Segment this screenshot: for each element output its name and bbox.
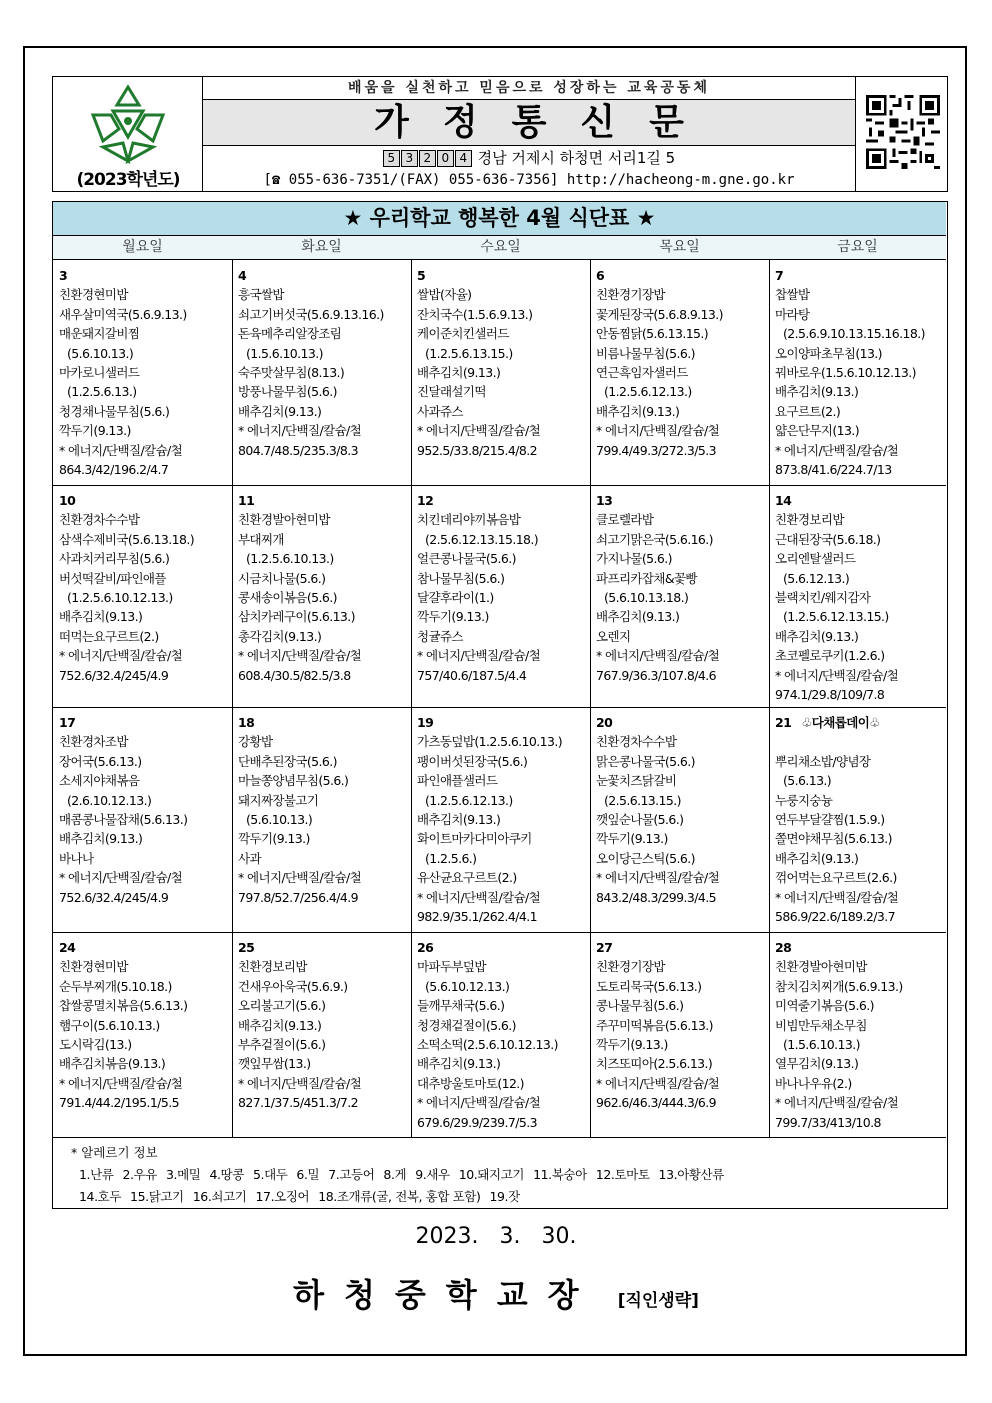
- day-header: 월요일: [53, 236, 233, 260]
- day-header: 목요일: [590, 236, 770, 260]
- menu-item: * 에너지/단백질/칼슘/철: [238, 870, 362, 886]
- menu-cell: [769, 260, 946, 486]
- menu-item: 배추김치(9.13.): [775, 850, 859, 866]
- menu-item: 바나나: [59, 850, 94, 866]
- zip-code: [383, 149, 478, 167]
- allergy-item: 4.땅콩: [209, 1167, 244, 1182]
- menu-item: * 에너지/단백질/칼슘/철: [59, 870, 183, 886]
- menu-item: 치킨데리야끼볶음밥: [417, 512, 521, 528]
- menu-item: 오리엔탈샐러드: [775, 551, 856, 567]
- logo-cell: [53, 77, 203, 191]
- menu-item: 들깨무채국(5.6.): [417, 998, 505, 1014]
- menu-cell: [53, 485, 233, 708]
- menu-item: 도시락김(13.): [59, 1037, 132, 1053]
- menu-item: 근대된장국(5.6.18.): [775, 531, 881, 547]
- menu-item: (2.5.6.9.10.13.15.16.18.): [783, 326, 925, 342]
- menu-item: 사과: [238, 850, 261, 866]
- menu-date-number: 10: [59, 493, 76, 508]
- menu-item: 608.4/30.5/82.5/3.8: [238, 667, 351, 683]
- menu-cell: [590, 707, 770, 933]
- menu-cell: [232, 707, 412, 933]
- day-header: 화요일: [232, 236, 412, 260]
- allergy-item: 12.토마토: [595, 1167, 650, 1182]
- motto: 배움을 실천하고 믿음으로 성장하는 교육공동체: [203, 77, 855, 100]
- allergy-item: 17.오징어: [255, 1189, 310, 1204]
- menu-item: 친환경보리밥: [775, 512, 844, 528]
- menu-cell: [53, 932, 233, 1138]
- menu-item: * 에너지/단백질/칼슘/철: [59, 1075, 183, 1091]
- menu-item: 맑은콩나물국(5.6.): [596, 753, 695, 769]
- menu-item: 오렌지: [596, 628, 631, 644]
- menu-item: 찹쌀콩멸치볶음(5.6.13.): [59, 998, 188, 1014]
- menu-item: * 에너지/단백질/칼슘/철: [417, 423, 541, 439]
- menu-item: 대추방울토마토(12.): [417, 1075, 524, 1091]
- menu-item: 679.6/29.9/239.7/5.3: [417, 1114, 537, 1130]
- menu-date: [596, 938, 769, 957]
- menu-date: [417, 938, 590, 957]
- menu-item: 꺾어먹는요구르트(2.6.): [775, 870, 897, 886]
- menu-item: 깍두기(9.13.): [596, 831, 668, 847]
- menu-date: [596, 713, 769, 732]
- allergy-item: 15.닭고기: [130, 1189, 184, 1204]
- menu-date-number: 11: [238, 493, 255, 508]
- menu-item: 친환경현미밥: [59, 287, 128, 303]
- menu-date-number: 27: [596, 940, 613, 955]
- menu-date: [775, 491, 946, 510]
- menu-item: (2.6.10.12.13.): [67, 792, 152, 808]
- menu-item: * 에너지/단백질/칼슘/철: [596, 1075, 720, 1091]
- menu-item: 꽃게된장국(5.6.8.9.13.): [596, 306, 723, 322]
- menu-item: 982.9/35.1/262.4/4.1: [417, 909, 537, 925]
- menu-item: 뿌리채소밥/양념장: [775, 753, 871, 769]
- menu-item: 요구르트(2.): [775, 403, 841, 419]
- menu-item: 케이준치킨샐러드: [417, 326, 509, 342]
- menu-item: 799.4/49.3/272.3/5.3: [596, 442, 716, 458]
- menu-table: [52, 201, 948, 1209]
- menu-item: (1.2.5.6.10.13.): [246, 551, 334, 567]
- menu-date: [775, 266, 946, 285]
- menu-item: 부대찌개: [238, 531, 284, 547]
- menu-date-number: 12: [417, 493, 434, 508]
- menu-item: 비빔만두채소무침: [775, 1017, 867, 1033]
- menu-date-number: 5: [417, 268, 426, 283]
- menu-item: 깍두기(9.13.): [417, 609, 489, 625]
- menu-item: 친환경차수수밥: [59, 512, 140, 528]
- menu-item: 얼큰콩나물국(5.6.): [417, 551, 516, 567]
- menu-item: 배추김치(9.13.): [596, 609, 680, 625]
- menu-item: 방풍나물무침(5.6.): [238, 384, 337, 400]
- qr-code-icon[interactable]: [866, 95, 940, 169]
- menu-cell: [232, 485, 412, 708]
- menu-item: 쫄면야채무침(5.6.13.): [775, 831, 892, 847]
- menu-item: (2.5.6.12.13.15.18.): [425, 531, 539, 547]
- menu-date: [417, 491, 590, 510]
- menu-item: 클로렐라밥: [596, 512, 654, 528]
- menu-item: 가지나물(5.6.): [596, 551, 672, 567]
- menu-date: [238, 938, 411, 957]
- menu-date: [775, 938, 946, 957]
- menu-item: 단배추된장국(5.6.): [238, 753, 337, 769]
- menu-item: 바나나우유(2.): [775, 1075, 852, 1091]
- menu-date-number: 18: [238, 715, 255, 730]
- menu-item: 돈육메추리알장조림: [238, 326, 342, 342]
- menu-item: (1.2.5.6.10.12.13.): [67, 590, 173, 606]
- menu-item: 참치김치찌개(5.6.9.13.): [775, 978, 903, 994]
- menu-item: (5.6.12.13.): [783, 570, 850, 586]
- qr-cell: [855, 77, 947, 191]
- menu-cell: [411, 932, 591, 1138]
- menu-cell: [590, 485, 770, 708]
- menu-cell: [53, 707, 233, 933]
- menu-item: * 에너지/단백질/칼슘/철: [417, 648, 541, 664]
- menu-date: [59, 938, 232, 957]
- menu-item: 진달래설기떡: [417, 384, 486, 400]
- special-day-label: ♧다채롭데이♧: [801, 715, 880, 730]
- menu-cell: [590, 260, 770, 486]
- menu-item: 열무김치(9.13.): [775, 1056, 859, 1072]
- menu-item: 친환경기장밥: [596, 287, 665, 303]
- allergy-item: 13.아황산류: [658, 1167, 724, 1182]
- menu-item: 깻잎무쌈(13.): [238, 1056, 311, 1072]
- menu-item: 친환경발아현미밥: [775, 959, 867, 975]
- menu-item: (5.6.13.): [783, 773, 832, 789]
- menu-item: 배추김치(9.13.): [238, 1017, 322, 1033]
- menu-item: 974.1/29.8/109/7.8: [775, 687, 885, 703]
- menu-item: 얇은단무지(13.): [775, 423, 860, 439]
- menu-item: 깍두기(9.13.): [238, 831, 310, 847]
- menu-cell: [232, 260, 412, 486]
- menu-item: 숙주맛살무침(8.13.): [238, 365, 345, 381]
- menu-date: [59, 491, 232, 510]
- menu-item: * 에너지/단백질/칼슘/철: [775, 1095, 899, 1111]
- menu-item: * 에너지/단백질/칼슘/철: [596, 648, 720, 664]
- menu-date-number: 25: [238, 940, 255, 955]
- menu-item: 쇠고기버섯국(5.6.9.13.16.): [238, 306, 384, 322]
- menu-item: 깍두기(9.13.): [59, 423, 131, 439]
- menu-date: [238, 266, 411, 285]
- menu-item: 757/40.6/187.5/4.4: [417, 667, 527, 683]
- menu-item: 시금치나물(5.6.): [238, 570, 326, 586]
- menu-item: 친환경차수수밥: [596, 734, 677, 750]
- menu-item: 사과쥬스: [417, 403, 463, 419]
- menu-item: 도토리묵국(5.6.13.): [596, 978, 702, 994]
- allergy-item: 11.복숭아: [533, 1167, 587, 1182]
- menu-item: 864.3/42/196.2/4.7: [59, 462, 169, 478]
- menu-item: 소떡소떡(2.5.6.10.12.13.): [417, 1037, 558, 1053]
- school-logo-icon: [89, 85, 167, 165]
- menu-item: 비름나물무침(5.6.): [596, 345, 695, 361]
- page-title: 가정통신문: [203, 100, 855, 146]
- menu-date: [417, 713, 590, 732]
- menu-item: 배추김치(9.13.): [775, 628, 859, 644]
- menu-date: [596, 491, 769, 510]
- menu-item: 청경채나물무침(5.6.): [59, 403, 170, 419]
- address: 경남 거제시 하청면 서리1길 5: [477, 149, 676, 167]
- menu-item: 햄구이(5.6.10.13.): [59, 1017, 160, 1033]
- menu-cell: [769, 707, 946, 933]
- menu-date-number: 4: [238, 268, 247, 283]
- menu-date: [238, 491, 411, 510]
- menu-item: 버섯떡갈비/파인애플: [59, 570, 166, 586]
- menu-cell: [769, 932, 946, 1138]
- menu-item: (1.2.5.6.12.13.): [425, 792, 513, 808]
- menu-item: 새우살미역국(5.6.9.13.): [59, 306, 187, 322]
- menu-date-number: 13: [596, 493, 613, 508]
- menu-date-number: 6: [596, 268, 605, 283]
- menu-item: 화이트마카다미아쿠키: [417, 831, 532, 847]
- menu-item: 연두부달걀찜(1.5.9.): [775, 812, 885, 828]
- zip-digit: 4: [455, 150, 472, 167]
- school-year: (2023학년도): [76, 170, 180, 190]
- header: [52, 76, 948, 192]
- allergy-item: 10.돼지고기: [458, 1167, 525, 1182]
- menu-item: 삼치카레구이(5.6.13.): [238, 609, 355, 625]
- header-center: [203, 77, 855, 191]
- menu-item: 배추김치(9.13.): [417, 1056, 501, 1072]
- menu-item: 962.6/46.3/444.3/6.9: [596, 1095, 716, 1111]
- menu-cell: [590, 932, 770, 1138]
- menu-item: 유산균요구르트(2.): [417, 870, 517, 886]
- menu-item: 돼지짜장불고기: [238, 792, 319, 808]
- menu-item: 친환경발아현미밥: [238, 512, 330, 528]
- menu-item: 586.9/22.6/189.2/3.7: [775, 909, 895, 925]
- menu-item: 누룽지숭늉: [775, 792, 833, 808]
- seal-note: [직인생략]: [617, 1291, 699, 1311]
- menu-item: * 에너지/단백질/칼슘/철: [596, 870, 720, 886]
- menu-cell: [411, 260, 591, 486]
- allergy-item: 2.우유: [122, 1167, 157, 1182]
- menu-item: 배추김치(9.13.): [59, 831, 143, 847]
- allergy-item: 18.조개류(굴, 전복, 홍합 포함): [318, 1189, 481, 1204]
- menu-item: 미역줄기볶음(5.6.): [775, 998, 874, 1014]
- zip-digit: 3: [401, 150, 418, 167]
- principal-signature: [0, 1270, 992, 1316]
- menu-item: 강황밥: [238, 734, 273, 750]
- menu-item: 쇠고기맑은국(5.6.16.): [596, 531, 713, 547]
- menu-cell: [769, 485, 946, 708]
- menu-item: 오이당근스틱(5.6.): [596, 850, 695, 866]
- menu-date: [238, 713, 411, 732]
- menu-date-number: 14: [775, 493, 792, 508]
- allergy-item: 1.난류: [79, 1167, 114, 1182]
- menu-item: 흥국쌀밥: [238, 287, 284, 303]
- menu-item: * 에너지/단백질/칼슘/철: [59, 442, 183, 458]
- menu-item: 참나물무침(5.6.): [417, 570, 505, 586]
- menu-item: 791.4/44.2/195.1/5.5: [59, 1095, 179, 1111]
- address-line: [203, 147, 855, 169]
- menu-item: 순두부찌개(5.10.18.): [59, 978, 172, 994]
- menu-item: 마라탕: [775, 306, 810, 322]
- menu-item: 배추김치(9.13.): [775, 384, 859, 400]
- menu-item: 배추김치(9.13.): [417, 365, 501, 381]
- menu-item: 잔치국수(1.5.6.9.13.): [417, 306, 533, 322]
- issue-date: 2023. 3. 30.: [415, 1224, 577, 1249]
- menu-item: 장어국(5.6.13.): [59, 753, 142, 769]
- menu-item: * 에너지/단백질/칼슘/철: [238, 648, 362, 664]
- menu-item: 843.2/48.3/299.3/4.5: [596, 889, 716, 905]
- menu-cell: [232, 932, 412, 1138]
- menu-item: (1.5.6.10.13.): [783, 1037, 860, 1053]
- day-header: 금요일: [769, 236, 946, 260]
- allergy-row-1: [79, 1165, 733, 1183]
- menu-date: [596, 266, 769, 285]
- menu-item: * 에너지/단백질/칼슘/철: [238, 423, 362, 439]
- menu-item: 827.1/37.5/451.3/7.2: [238, 1095, 358, 1111]
- menu-date-number: 17: [59, 715, 76, 730]
- menu-item: 파인애플샐러드: [417, 773, 498, 789]
- menu-item: * 에너지/단백질/칼슘/철: [596, 423, 720, 439]
- menu-item: 깍두기(9.13.): [596, 1037, 668, 1053]
- menu-date: [59, 713, 232, 732]
- menu-date: [417, 266, 590, 285]
- menu-item: * 에너지/단백질/칼슘/철: [59, 648, 183, 664]
- menu-item: 오이양파초무침(13.): [775, 345, 882, 361]
- allergy-item: 9.새우: [415, 1167, 450, 1182]
- menu-item: 건새우아욱국(5.6.9.): [238, 978, 348, 994]
- allergy-item: 19.잣: [489, 1189, 520, 1204]
- menu-item: 배추김치볶음(9.13.): [59, 1056, 166, 1072]
- allergy-item: 7.고등어: [328, 1167, 375, 1182]
- menu-item: (1.2.5.6.13.15.): [425, 345, 513, 361]
- zip-digit: 0: [437, 150, 454, 167]
- contact-line: [☎ 055-636-7351/(FAX) 055-636-7356] http://hacheong-m.gne.go.kr: [263, 172, 795, 188]
- allergy-row-2: [79, 1187, 529, 1205]
- menu-item: (1.2.5.6.13.): [67, 384, 137, 400]
- menu-cell: [53, 260, 233, 486]
- menu-item: 마카로니샐러드: [59, 365, 140, 381]
- menu-item: 배추김치(9.13.): [417, 812, 501, 828]
- allergy-item: 5.대두: [252, 1167, 288, 1182]
- menu-item: 주꾸미떡볶음(5.6.13.): [596, 1017, 713, 1033]
- menu-item: (2.5.6.13.15.): [604, 792, 681, 808]
- menu-item: 콩새송이볶음(5.6.): [238, 590, 337, 606]
- zip-digit: 5: [383, 150, 400, 167]
- menu-date-number: 24: [59, 940, 76, 955]
- menu-date-number: 7: [775, 268, 784, 283]
- menu-item: 치즈또띠아(2.5.6.13.): [596, 1056, 713, 1072]
- menu-item: 청귤쥬스: [417, 628, 463, 644]
- menu-item: 친환경차조밥: [59, 734, 128, 750]
- menu-item: (5.6.10.13.): [246, 812, 313, 828]
- menu-item: 배추김치(9.13.): [59, 609, 143, 625]
- menu-item: (1.2.5.6.): [425, 850, 477, 866]
- menu-date: [59, 266, 232, 285]
- menu-item: 배추김치(9.13.): [238, 403, 322, 419]
- menu-item: * 에너지/단백질/칼슘/철: [417, 889, 541, 905]
- menu-item: 연근흑임자샐러드: [596, 365, 688, 381]
- principal-name: 하청중학교장: [293, 1276, 599, 1314]
- menu-item: 사과치커리무침(5.6.): [59, 551, 170, 567]
- menu-item: * 에너지/단백질/칼슘/철: [238, 1075, 362, 1091]
- menu-item: 친환경현미밥: [59, 959, 128, 975]
- menu-item: 떠먹는요구르트(2.): [59, 628, 159, 644]
- menu-item: 752.6/32.4/245/4.9: [59, 889, 169, 905]
- menu-item: * 에너지/단백질/칼슘/철: [775, 667, 899, 683]
- menu-item: (5.6.10.12.13.): [425, 978, 510, 994]
- menu-item: 952.5/33.8/215.4/8.2: [417, 442, 537, 458]
- menu-item: 안동찜닭(5.6.13.15.): [596, 326, 709, 342]
- menu-item: (1.2.5.6.12.13.): [604, 384, 692, 400]
- menu-title: ★ 우리학교 행복한 4월 식단표 ★: [53, 202, 946, 236]
- menu-date-number: 21: [775, 715, 792, 730]
- menu-date-number: 28: [775, 940, 792, 955]
- zip-digit: 2: [419, 150, 436, 167]
- menu-item: (5.6.10.13.): [67, 345, 134, 361]
- menu-item: 친환경기장밥: [596, 959, 665, 975]
- menu-item: 마늘쫑양념무침(5.6.): [238, 773, 349, 789]
- allergy-item: 6.밀: [296, 1167, 320, 1182]
- menu-item: 눈꽃치즈닭갈비: [596, 773, 677, 789]
- menu-item: * 에너지/단백질/칼슘/철: [775, 442, 899, 458]
- menu-item: 배추김치(9.13.): [596, 403, 680, 419]
- menu-item: (1.2.5.6.12.13.15.): [783, 609, 889, 625]
- menu-date-number: 20: [596, 715, 613, 730]
- menu-item: * 에너지/단백질/칼슘/철: [775, 889, 899, 905]
- menu-item: 팽이버섯된장국(5.6.): [417, 753, 528, 769]
- day-header: 수요일: [411, 236, 591, 260]
- menu-cell: [411, 707, 591, 933]
- menu-item: 마파두부덮밥: [417, 959, 486, 975]
- menu-item: 매콤콩나물잡채(5.6.13.): [59, 812, 188, 828]
- menu-cell: [411, 485, 591, 708]
- menu-date-number: 3: [59, 268, 68, 283]
- menu-item: 찹쌀밥: [775, 287, 810, 303]
- menu-item: 초코펠로쿠키(1.2.6.): [775, 648, 885, 664]
- menu-item: 799.7/33/413/10.8: [775, 1114, 881, 1130]
- menu-date-number: 26: [417, 940, 434, 955]
- menu-item: 소세지야채볶음: [59, 773, 140, 789]
- menu-item: 달걀후라이(1.): [417, 590, 494, 606]
- menu-item: 청경채겉절이(5.6.): [417, 1017, 516, 1033]
- menu-item: 파프리카잡채&꽃빵: [596, 570, 697, 586]
- menu-item: 873.8/41.6/224.7/13: [775, 462, 892, 478]
- menu-item: * 에너지/단백질/칼슘/철: [417, 1095, 541, 1111]
- menu-item: 767.9/36.3/107.8/4.6: [596, 667, 716, 683]
- menu-item: 친환경보리밥: [238, 959, 307, 975]
- menu-item: (5.6.10.13.18.): [604, 590, 689, 606]
- menu-item: (1.5.6.10.13.): [246, 345, 323, 361]
- menu-item: 매운돼지갈비찜: [59, 326, 140, 342]
- menu-item: 삼색수제비국(5.6.13.18.): [59, 531, 195, 547]
- menu-item: 오리불고기(5.6.): [238, 998, 326, 1014]
- menu-item: [775, 732, 946, 751]
- menu-item: 꿔바로우(1.5.6.10.12.13.): [775, 365, 916, 381]
- menu-item: 콩나물무침(5.6.): [596, 998, 684, 1014]
- menu-item: 가츠동덮밥(1.2.5.6.10.13.): [417, 734, 562, 750]
- menu-date-number: 19: [417, 715, 434, 730]
- allergy-item: 16.쇠고기: [192, 1189, 247, 1204]
- menu-item: 블랙치킨/웨지감자: [775, 590, 871, 606]
- allergy-item: 14.호두: [79, 1189, 122, 1204]
- menu-item: 752.6/32.4/245/4.9: [59, 667, 169, 683]
- menu-date: [775, 713, 946, 732]
- allergy-item: 3.메밀: [165, 1167, 201, 1182]
- menu-item: 쌀밥(자율): [417, 287, 472, 303]
- menu-item: 797.8/52.7/256.4/4.9: [238, 889, 358, 905]
- allergy-item: 8.게: [383, 1167, 407, 1182]
- allergy-label: * 알레르기 정보: [71, 1145, 158, 1160]
- menu-item: 부추겉절이(5.6.): [238, 1037, 326, 1053]
- allergy-info: [53, 1137, 946, 1207]
- menu-item: 깻잎순나물(5.6.): [596, 812, 684, 828]
- menu-item: 804.7/48.5/235.3/8.3: [238, 442, 358, 458]
- menu-item: 총각김치(9.13.): [238, 628, 322, 644]
